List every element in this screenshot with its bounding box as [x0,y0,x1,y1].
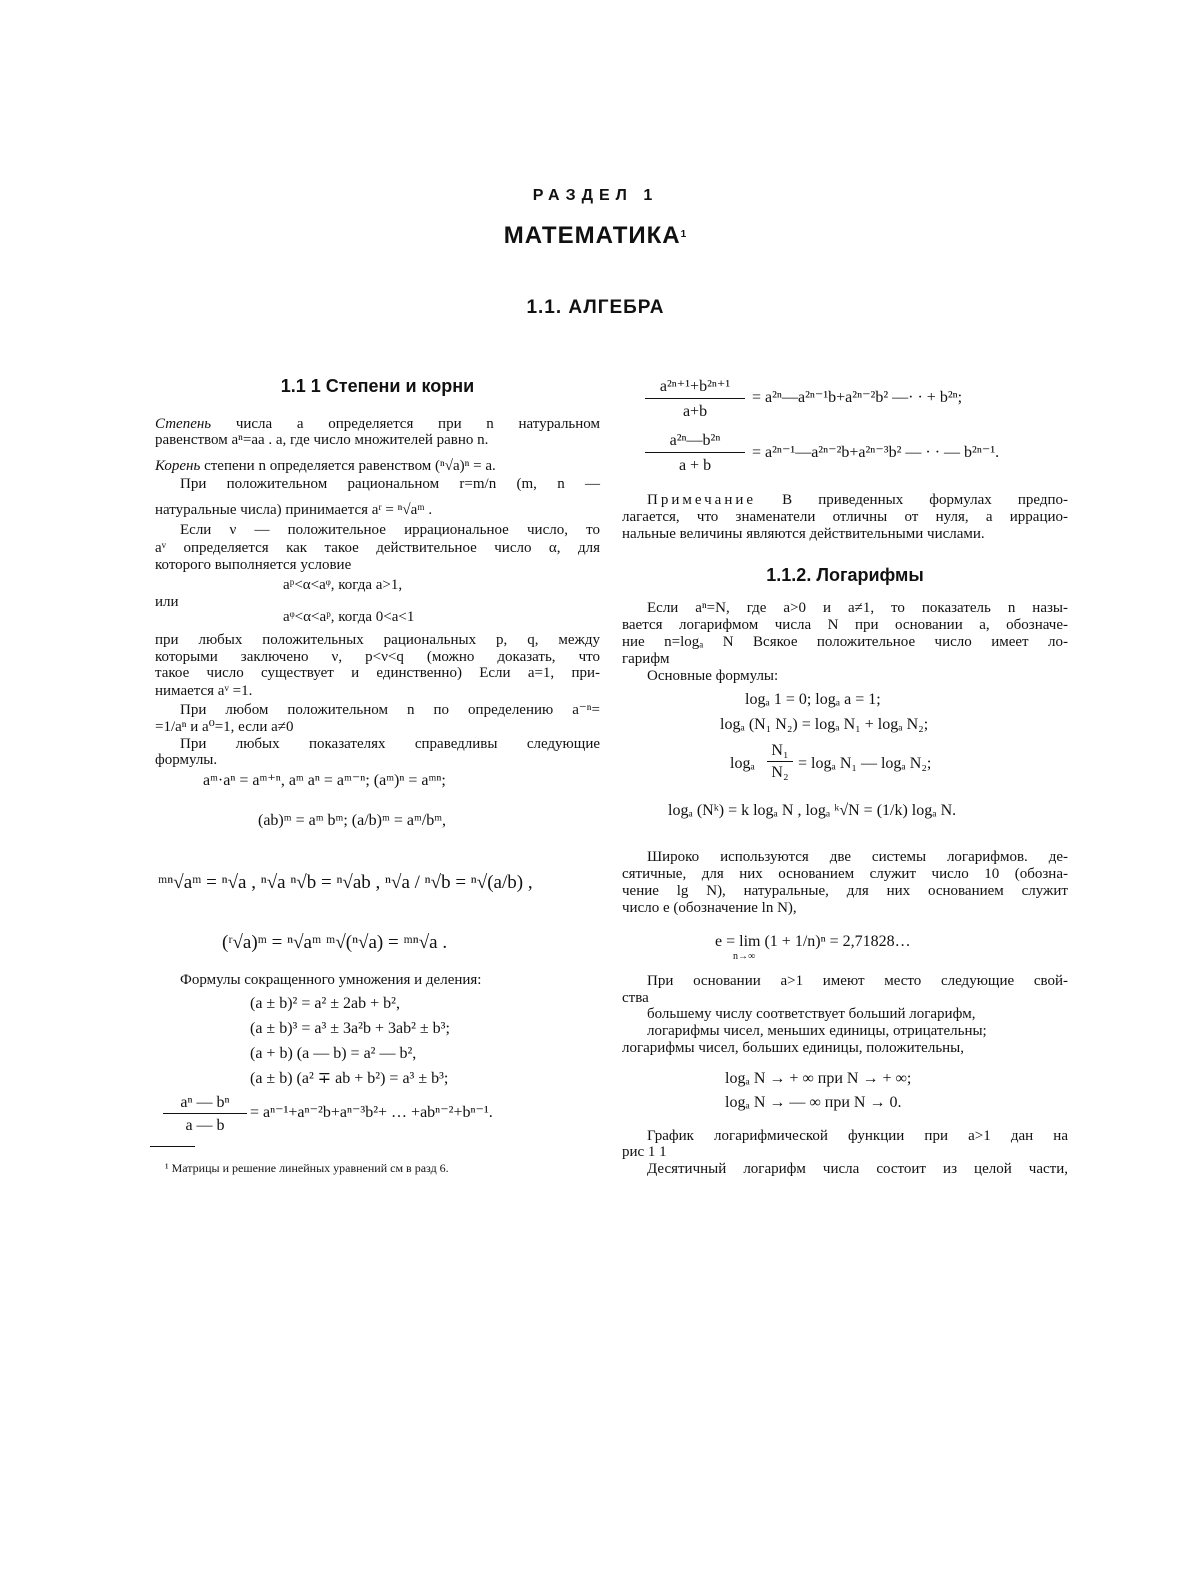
log-formula-3-rhs: = logₐ N₁ — logₐ N₂; [798,755,932,772]
log-formula-2: logₐ (N₁ N₂) = logₐ N₁ + logₐ N₂; [720,716,929,733]
left-para-3a: При положительном рациональном r=m/n (m, n — [180,476,600,492]
note-line-1 [647,492,1068,509]
chapter-title [0,222,1191,250]
left-para-8: Формулы сокращенного умножения и деления: [180,972,482,988]
formula-square: (a ± b)² = a² ± 2ab + b², [250,995,400,1012]
term-root: Корень [155,458,201,474]
e-limit-subscript: n→∞ [733,951,756,962]
left-para-5d: нимается aᵛ =1. [155,683,253,699]
fraction2-rhs: = a²ⁿ⁻¹—a²ⁿ⁻²b+a²ⁿ⁻³b² — · · — b²ⁿ⁻¹. [752,444,1000,461]
left-para-1b: равенством aⁿ=aa . a, где число множителей равно n. [155,432,489,448]
right-para-5: большему числу соответствует больший логарифм, [647,1006,976,1022]
right-para-1c: ние n=logₐ N Всякое положительное число имеет ло- [622,634,1068,650]
formula-diff-squares: (a + b) (a — b) = a² — b², [250,1045,417,1062]
note-line-3: нальные величины являются действительными числами. [622,526,985,542]
left-para-7b: формулы. [155,752,218,768]
right-para-3a: Широко используются две системы логарифмов. де- [647,849,1068,865]
left-para-1a-text: числа a определяется при n натуральном [211,416,600,432]
left-heading: 1.1 1 Степени и корни [280,376,475,396]
left-para-4b: aᵛ определяется как такое действительное число α, для [155,540,600,556]
left-para-4c: которого выполняется условие [155,557,352,573]
subsection-title: 1.1. АЛГЕБРА [526,297,665,318]
section-label: РАЗДЕЛ 1 [532,187,659,204]
right-para-4b: ства [622,990,649,1006]
condition-2: aᵠ<α<aᵖ, когда 0<a<1 [283,609,415,625]
right-para-1d: гарифм [622,651,670,667]
left-para-5b: которыми заключено ν, p<ν<q (можно доказать, что [155,649,600,665]
right-para-3b: сятичные, для них основанием служит число 10 (обозна- [622,866,1068,882]
formula-division-denominator: a — b [185,1117,225,1134]
fraction2-bar [645,452,745,453]
fraction1-denominator: a+b [682,403,708,420]
fraction2-denominator: a + b [678,457,712,474]
left-para-6b: =1/aⁿ и a⁰=1, если a≠0 [155,719,294,735]
chapter-title-text: МАТЕМАТИКА [503,222,681,249]
right-para-8b: рис 1 1 [622,1144,667,1160]
left-para-1a [155,416,600,433]
left-para-7a: При любых показателях справедливы следующие [180,736,600,752]
or-word: или [155,594,179,610]
log-formula-4: logₐ (Nᵏ) = k logₐ N , logₐ ᵏ√N = (1/k) logₐ N. [668,802,957,819]
left-para-4a: Если ν — положительное иррациональное число, то [180,522,600,538]
left-para-6a: При любом положительном n по определению a⁻ⁿ= [180,702,600,718]
note-line-1-text: В приведенных формулах предпо- [756,492,1068,508]
formula-roots-1: ᵐⁿ√aᵐ = ⁿ√a , ⁿ√a ⁿ√b = ⁿ√ab , ⁿ√a / ⁿ√b = ⁿ√(a/b) , [158,872,533,893]
right-para-6: логарифмы чисел, меньших единицы, отрицательны; [647,1023,987,1039]
log-formula-3-lhs: logₐ [730,755,755,772]
log-formula-3-numerator: N₁ [771,742,789,759]
right-para-1b: вается логарифмом числа N при основании a, обозначе- [622,617,1068,633]
term-power: Степень [155,416,212,432]
log-limit-2: logₐ N → — ∞ при N → 0. [725,1094,902,1111]
condition-1: aᵖ<α<aᵠ, когда a>1, [283,577,403,593]
fraction1-bar [645,398,745,399]
log-formula-3-bar [767,761,793,762]
fraction2-numerator: a²ⁿ—b²ⁿ [669,432,721,449]
right-para-8a: График логарифмической функции при a>1 дан на [647,1128,1068,1144]
right-para-3d: число e (обозначение ln N), [622,900,797,916]
formula-sum-cubes: (a ± b) (a² ∓ ab + b²) = a³ ± b³; [250,1070,449,1087]
title-footnote-mark: 1 [680,229,688,240]
right-para-9: Десятичный логарифм числа состоит из целой части, [647,1161,1068,1177]
formula-powers-1: aᵐ·aⁿ = aᵐ⁺ⁿ, aᵐ aⁿ = aᵐ⁻ⁿ; (aᵐ)ⁿ = aᵐⁿ; [203,772,446,789]
e-definition: e = lim (1 + 1/n)ⁿ = 2,71828… [715,933,911,950]
log-limit-1: logₐ N → + ∞ при N → + ∞; [725,1070,912,1087]
formula-division-rhs: = aⁿ⁻¹+aⁿ⁻²b+aⁿ⁻³b²+ … +abⁿ⁻²+bⁿ⁻¹. [250,1104,493,1121]
formula-division-bar [163,1113,247,1114]
left-para-2 [155,458,496,475]
left-para-5c: такое число существует и единственно) Если a=1, при- [155,665,600,681]
formula-cube: (a ± b)³ = a³ ± 3a²b + 3ab² ± b³; [250,1020,450,1037]
right-para-3c: чение lg N), натуральные, для них основанием служит [622,883,1068,899]
fraction1-numerator: a²ⁿ⁺¹+b²ⁿ⁺¹ [659,378,731,395]
left-para-3b: натуральные числа) принимается aʳ = ⁿ√aᵐ . [155,502,433,518]
right-para-4a: При основании a>1 имеют место следующие свой- [647,973,1068,989]
fraction1-rhs: = a²ⁿ—a²ⁿ⁻¹b+a²ⁿ⁻²b² —· · + b²ⁿ; [752,389,963,406]
left-para-2-text: степени n определяется равенством (ⁿ√a)ⁿ = a. [200,458,496,474]
log-formula-3-denominator: N₂ [771,764,789,781]
right-para-7: логарифмы чисел, больших единицы, положительны, [622,1040,965,1056]
formula-roots-2: (ʳ√a)ᵐ = ⁿ√aᵐ ᵐ√(ⁿ√a) = ᵐⁿ√a . [222,932,448,953]
note-line-2: лагается, что знаменатели отличны от нуля, а иррацио- [622,509,1068,525]
note-label: Примечание [647,492,757,508]
footnote: ¹ Матрицы и решение линейных уравнений см в разд 6. [165,1161,449,1175]
footnote-rule [150,1146,195,1147]
right-para-2: Основные формулы: [647,668,779,684]
right-para-1a: Если aⁿ=N, где a>0 и a≠1, то показатель n назы- [647,600,1068,616]
right-heading: 1.1.2. Логарифмы [766,565,924,585]
left-para-5a: при любых положительных рациональных p, q, между [155,632,600,648]
formula-division-numerator: aⁿ — bⁿ [180,1094,230,1111]
formula-powers-2: (ab)ᵐ = aᵐ bᵐ; (a/b)ᵐ = aᵐ/bᵐ, [258,812,447,829]
log-formula-1: logₐ 1 = 0; logₐ a = 1; [745,691,881,708]
